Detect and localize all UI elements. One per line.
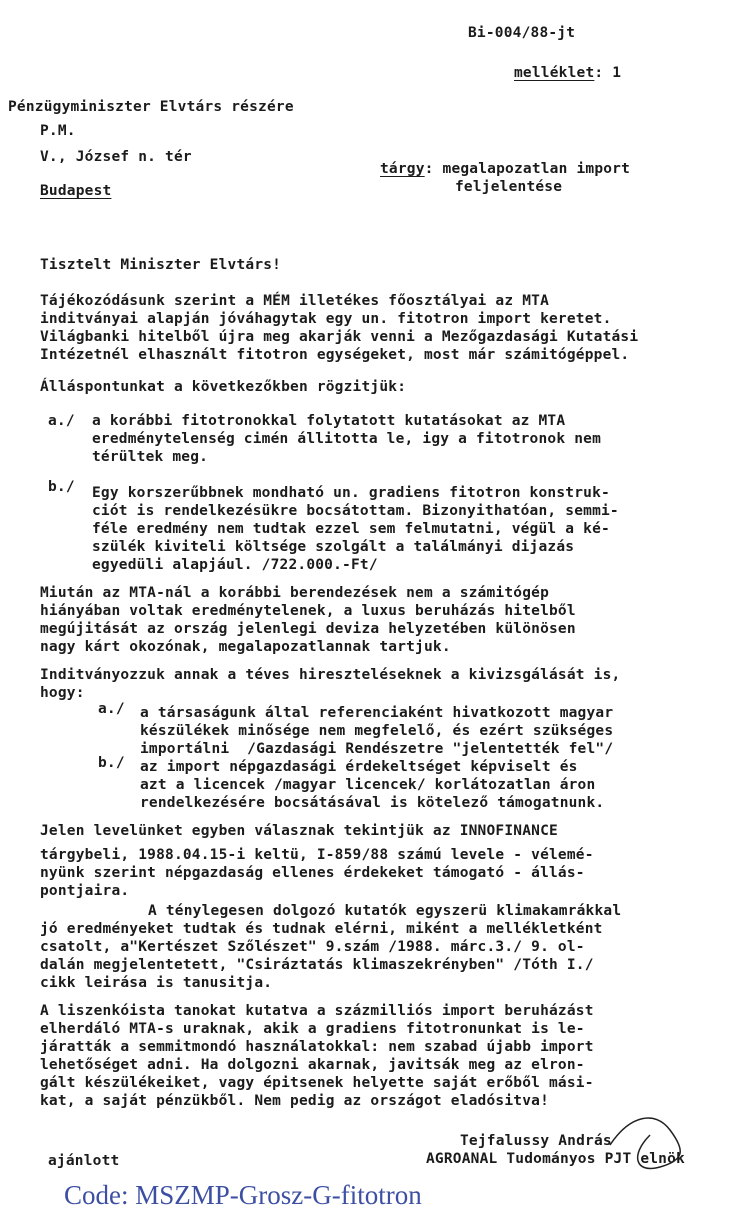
item-a-line: a korábbi fitotronokkal folytatott kutatásokat az MTA bbox=[92, 413, 566, 429]
attachment-value: : 1 bbox=[594, 65, 622, 81]
p7-line: A liszenkóista tanokat kutatva a százmilliós import beruházást bbox=[40, 1003, 594, 1019]
p1-line: Világbanki hitelből újra meg akarják venni a Mezőgazdasági Kutatási bbox=[40, 329, 639, 345]
p6-line: A ténylegesen dolgozó kutatók egyszerü klimakamrákkal bbox=[148, 903, 622, 919]
p7-line: elherdáló MTA-s uraknak, akik a gradiens fitotronunkat is le- bbox=[40, 1021, 585, 1037]
p4-line: hogy: bbox=[40, 685, 85, 701]
sub-a-line: a társaságunk által referenciaként hivatkozott magyar bbox=[140, 705, 614, 721]
reference-number: Bi-004/88-jt bbox=[468, 25, 576, 41]
p7-line: kat, a saját pénzükből. Nem pedig az országot eladósitva! bbox=[40, 1093, 549, 1109]
subject-text-1: : megalapozatlan import bbox=[424, 161, 631, 177]
item-b-line: féle eredmény nem tudtak ezzel sem felmutatni, végül a ké- bbox=[92, 521, 610, 537]
p5-line: Jelen levelünket egyben válasznak tekintjük az INNOFINANCE bbox=[40, 823, 558, 839]
p5-line: nyünk szerint népgazdaság ellenes érdekeket támogató - állás- bbox=[40, 865, 585, 881]
p5-line: tárgybeli, 1988.04.15-i keltü, I-859/88 számú levele - vélemé- bbox=[40, 847, 594, 863]
item-b-line: egyedüli alapjául. /722.000.-Ft/ bbox=[92, 557, 378, 573]
p1-line: inditványai alapján jóváhagytak egy un. fitotron import keretet. bbox=[40, 311, 612, 327]
position-intro: Álláspontunkat a következőkben rögzitjük: bbox=[40, 379, 407, 395]
signature-title: AGROANAL Tudományos PJT elnök bbox=[426, 1151, 685, 1167]
signature-scribble bbox=[600, 1105, 700, 1175]
subject-line-2: feljelentése bbox=[455, 179, 563, 195]
sub-a-line: importálni /Gazdasági Rendészetre "jelentették fel"/ bbox=[140, 741, 614, 757]
sub-b-line: az import népgazdasági érdekeltséget képviselt és bbox=[140, 759, 578, 775]
sub-a-line: készülékek minősége nem megfelelő, és ezért szükséges bbox=[140, 723, 614, 739]
item-a-label: a./ bbox=[48, 413, 75, 429]
p6-line: dalán megjelentetett, "Csiráztatás klimaszekrényben" /Tóth I./ bbox=[40, 957, 594, 973]
address-city: Budapest bbox=[40, 183, 112, 199]
sub-b-line: azt a licencek /magyar licencek/ korlátozatlan áron bbox=[140, 777, 596, 793]
p7-line: járatták a semmitmondó használatokkal: nem szabad újabb import bbox=[40, 1039, 594, 1055]
p3-line: nagy kárt okozónak, megalapozatlannak tartjuk. bbox=[40, 639, 451, 655]
p6-line: jó eredményeket tudtak és tudnak elérni, miként a mellékletként bbox=[40, 921, 603, 937]
sub-a-label: a./ bbox=[98, 701, 125, 717]
attachment-line bbox=[514, 64, 621, 82]
p1-line: Tájékozódásunk szerint a MÉM illetékes főosztályai az MTA bbox=[40, 293, 549, 309]
recipient: Pénzügyminiszter Elvtárs részére bbox=[8, 99, 294, 115]
p1-line: Intézetnél elhasznált fitotron egységeket, most már számitógéppel. bbox=[40, 347, 630, 363]
p7-line: gált készülékeiket, vagy épitsenek helyette saját erőből mási- bbox=[40, 1075, 594, 1091]
item-a-line: eredménytelenség cimén állitotta le, igy a fitotronok nem bbox=[92, 431, 601, 447]
p4-line: Inditványozzuk annak a téves hireszteléseknek a kivizsgálását is, bbox=[40, 667, 621, 683]
address-line-3: V., József n. tér bbox=[40, 149, 192, 165]
item-b-label: b./ bbox=[48, 479, 75, 495]
item-b-line: Egy korszerűbbnek mondható un. gradiens fitotron konstruk- bbox=[92, 485, 610, 501]
subject-line-1 bbox=[380, 160, 630, 178]
item-a-line: térültek meg. bbox=[92, 449, 209, 465]
salutation: Tisztelt Miniszter Elvtárs! bbox=[40, 257, 282, 273]
item-b-line: szülék kiviteli költsége szolgált a találmányi dijazás bbox=[92, 539, 575, 555]
item-b-line: ciót is rendelkezésükre bocsátottam. Bizonyithatóan, semmi- bbox=[92, 503, 619, 519]
p3-line: megújitását az ország jelenlegi deviza helyzetében különösen bbox=[40, 621, 576, 637]
subject-label: tárgy bbox=[380, 161, 425, 177]
p5-line: pontjaira. bbox=[40, 883, 130, 899]
footer-code: Code: MSZMP-Grosz-G-fitotron bbox=[64, 1180, 422, 1210]
p6-line: cikk leirása is tanusitja. bbox=[40, 975, 273, 991]
address-line-2: P.M. bbox=[40, 123, 76, 139]
p3-line: hiányában voltak eredménytelenek, a luxus beruházás hitelből bbox=[40, 603, 576, 619]
p3-line: Miután az MTA-nál a korábbi berendezések nem a számitógép bbox=[40, 585, 549, 601]
attachment-label: melléklet bbox=[514, 65, 595, 81]
p7-line: lehetőséget adni. Ha dolgozni akarnak, javitsák meg az elron- bbox=[40, 1057, 585, 1073]
sub-b-line: rendelkezésére bocsátásával is kötelező támogatnunk. bbox=[140, 795, 605, 811]
p6-line: csatolt, a"Kertészet Szőlészet" 9.szám /1988. márc.3./ 9. ol- bbox=[40, 939, 585, 955]
registered-mail-note: ajánlott bbox=[48, 1153, 120, 1169]
signature-name: Tejfalussy András bbox=[460, 1133, 612, 1149]
sub-b-label: b./ bbox=[98, 755, 125, 771]
